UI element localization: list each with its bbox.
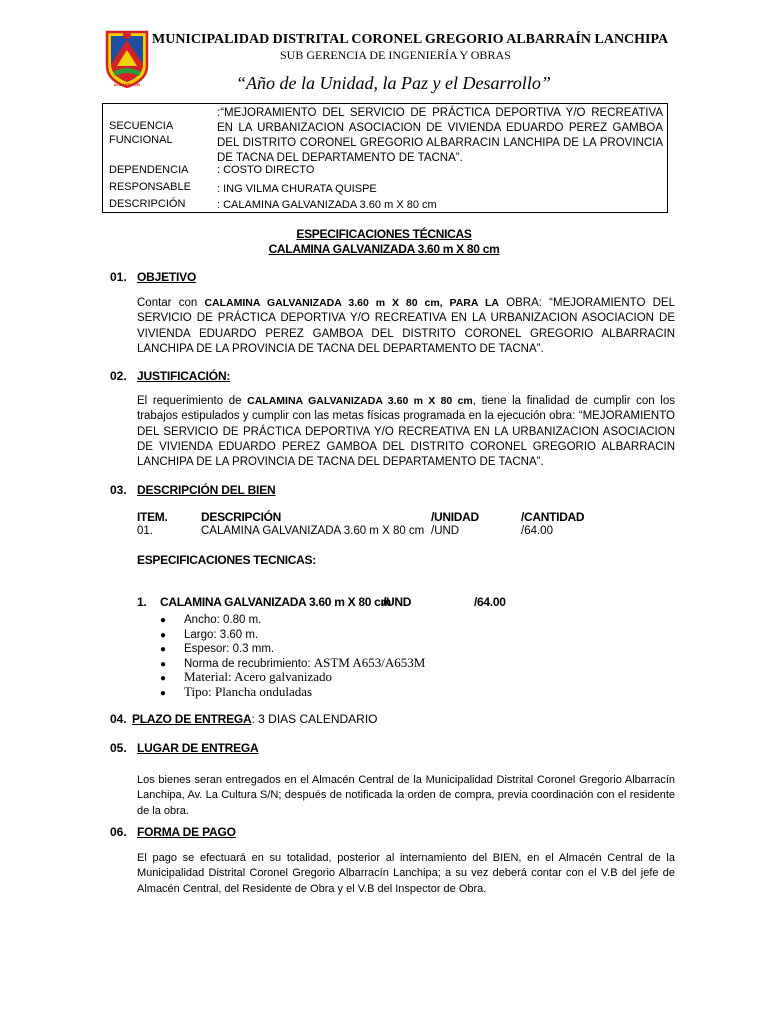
dependencia-label: DEPENDENCIA: [109, 164, 189, 176]
spec-item-description: CALAMINA GALVANIZADA 3.60 m X 80 cm: [160, 595, 391, 609]
spec-bullet: ● Norma de recubrimiento: ASTM A653/A653M: [160, 655, 426, 670]
responsable-value: : ING VILMA CHURATA QUISPE: [217, 183, 377, 195]
section-title-justificacion: JUSTIFICACIÓN:: [137, 369, 231, 383]
bullet-icon: ●: [160, 615, 167, 626]
spec-bullet: ● Largo: 3.60 m.: [160, 629, 259, 641]
paragraph-objetivo: Contar con CALAMINA GALVANIZADA 3.60 m X 80 cm, PARA LA OBRA: “MEJORAMIENTO DEL SERVICIO DE PRÁCTICA DEPORTIVA Y/O RECREATIVA EN LA URBANIZACION ASOCIACION DE VIVIENDA EDUARDO PEREZ GAMBOA DEL DISTRITO CORONEL GREGORIO ALBARRACIN LANCHIPA DE LA PROVINCIA DE TACNA DEL DEPARTAMENTO DE TACNA”.: [137, 297, 675, 355]
document-subtitle: CALAMINA GALVANIZADA 3.60 m X 80 cm: [268, 242, 500, 256]
document-title: ESPECIFICACIONES TÉCNICAS: [296, 227, 472, 241]
section-number: 03.: [110, 483, 127, 497]
secuencia-label: SECUENCIA: [109, 120, 174, 132]
plazo-value: : 3 DIAS CALENDARIO: [251, 712, 378, 726]
paragraph-lugar: Los bienes seran entregados en el Almacén Central de la Municipalidad Distrital Coronel Gregorio Albarracín Lanchipa, Av. La Cultura S/N; después de notificada la orden de compra, previa coordinación con el residente de la obra.: [137, 774, 675, 817]
section-title-pago: FORMA DE PAGO: [137, 825, 236, 839]
section-number: 04.: [110, 712, 127, 726]
funcional-label: FUNCIONAL: [109, 134, 173, 146]
spec-item-number: 1.: [137, 595, 147, 609]
municipality-name: MUNICIPALIDAD DISTRITAL CORONEL GREGORIO ALBARRAÍN LANCHIPA: [152, 32, 669, 47]
section-number: 01.: [110, 270, 127, 284]
section-title-lugar: LUGAR DE ENTREGA: [137, 741, 259, 755]
paragraph-pago: El pago se efectuará en su totalidad, posterior al internamiento del BIEN, en el Almacén Central de la Municipalidad Distrital Coronel Gregorio Albarracín Lanchipa; a su vez deberá contar con el V.B del jefe de Almacén Central, del Residente de Obra y el V.B del Inspector de Obra.: [137, 852, 675, 895]
municipality-logo: [104, 26, 150, 88]
table-header-item: ITEM.: [137, 510, 168, 524]
table-header-cantidad: /CANTIDAD: [521, 510, 585, 524]
sub-gerencia: SUB GERENCIA DE INGENIERÍA Y OBRAS: [280, 48, 511, 62]
dependencia-value: : COSTO DIRECTO: [217, 164, 315, 176]
year-motto: “Año de la Unidad, la Paz y el Desarrollo”: [236, 73, 551, 93]
section-number: 06.: [110, 825, 127, 839]
section-title-plazo: PLAZO DE ENTREGA: [132, 712, 252, 726]
descripcion-value: : CALAMINA GALVANIZADA 3.60 m X 80 cm: [217, 199, 437, 211]
table-cell-unidad: /UND: [431, 525, 460, 537]
spec-bullet: ● Ancho: 0.80 m.: [160, 614, 262, 626]
spec-item-unit: /UND: [383, 595, 412, 609]
bullet-icon: ●: [160, 659, 167, 670]
logo-text: ALBARRACÍN: [113, 82, 141, 87]
spec-bullet: ● Material: Acero galvanizado: [160, 669, 332, 684]
table-cell-item: 01.: [137, 525, 153, 537]
bullet-icon: ●: [160, 688, 167, 699]
info-box: [102, 103, 668, 213]
section-number: 02.: [110, 369, 127, 383]
spec-item-quantity: /64.00: [474, 595, 506, 609]
paragraph-justificacion: El requerimiento de CALAMINA GALVANIZADA 3.60 m X 80 cm, tiene la finalidad de cumplir con los trabajos estipulados y cumplir con las metas físicas programada en la ejecución obra: “MEJORAMIENTO DEL SERVICIO DE PRÁCTICA DEPORTIVA Y/O RECREATIVA EN LA URBANIZACION ASOCIACION DE VIVIENDA EDUARDO PEREZ GAMBOA DEL DISTRITO CORONEL GREGORIO ALBARRACIN LANCHIPA DE LA PROVINCIA DE TACNA DEL DEPARTAMENTO DE TACNA”.: [137, 395, 675, 469]
spec-bullet: ● Espesor: 0.3 mm.: [160, 643, 275, 655]
responsable-label: RESPONSABLE: [109, 181, 191, 193]
section-title-descripcion: DESCRIPCIÓN DEL BIEN: [137, 483, 276, 497]
bullet-icon: ●: [160, 673, 167, 684]
obra-description: :“MEJORAMIENTO DEL SERVICIO DE PRÁCTICA DEPORTIVA Y/O RECREATIVA EN LA URBANIZACION ASOCIACION DE VIVIENDA EDUARDO PEREZ GAMBOA DEL DISTRITO CORONEL GREGORIO ALBARRACIN LANCHIPA DE LA PROVINCIA DE TACNA DEL DEPARTAMENTO DE TACNA”.: [217, 107, 663, 164]
plazo-line: [132, 712, 378, 726]
section-number: 05.: [110, 741, 127, 755]
bullet-icon: ●: [160, 630, 167, 641]
table-header-descripcion: DESCRIPCIÓN: [201, 510, 282, 524]
table-cell-cantidad: /64.00: [521, 525, 553, 537]
descripcion-label: DESCRIPCIÓN: [109, 198, 186, 210]
section-title-objetivo: OBJETIVO: [137, 270, 197, 284]
bullet-icon: ●: [160, 644, 167, 655]
spec-bullet: ● Tipo: Plancha onduladas: [160, 684, 313, 699]
spec-heading: ESPECIFICACIONES TECNICAS:: [137, 553, 316, 567]
table-header-unidad: /UNIDAD: [431, 510, 479, 524]
table-cell-descripcion: CALAMINA GALVANIZADA 3.60 m X 80 cm: [201, 525, 425, 537]
